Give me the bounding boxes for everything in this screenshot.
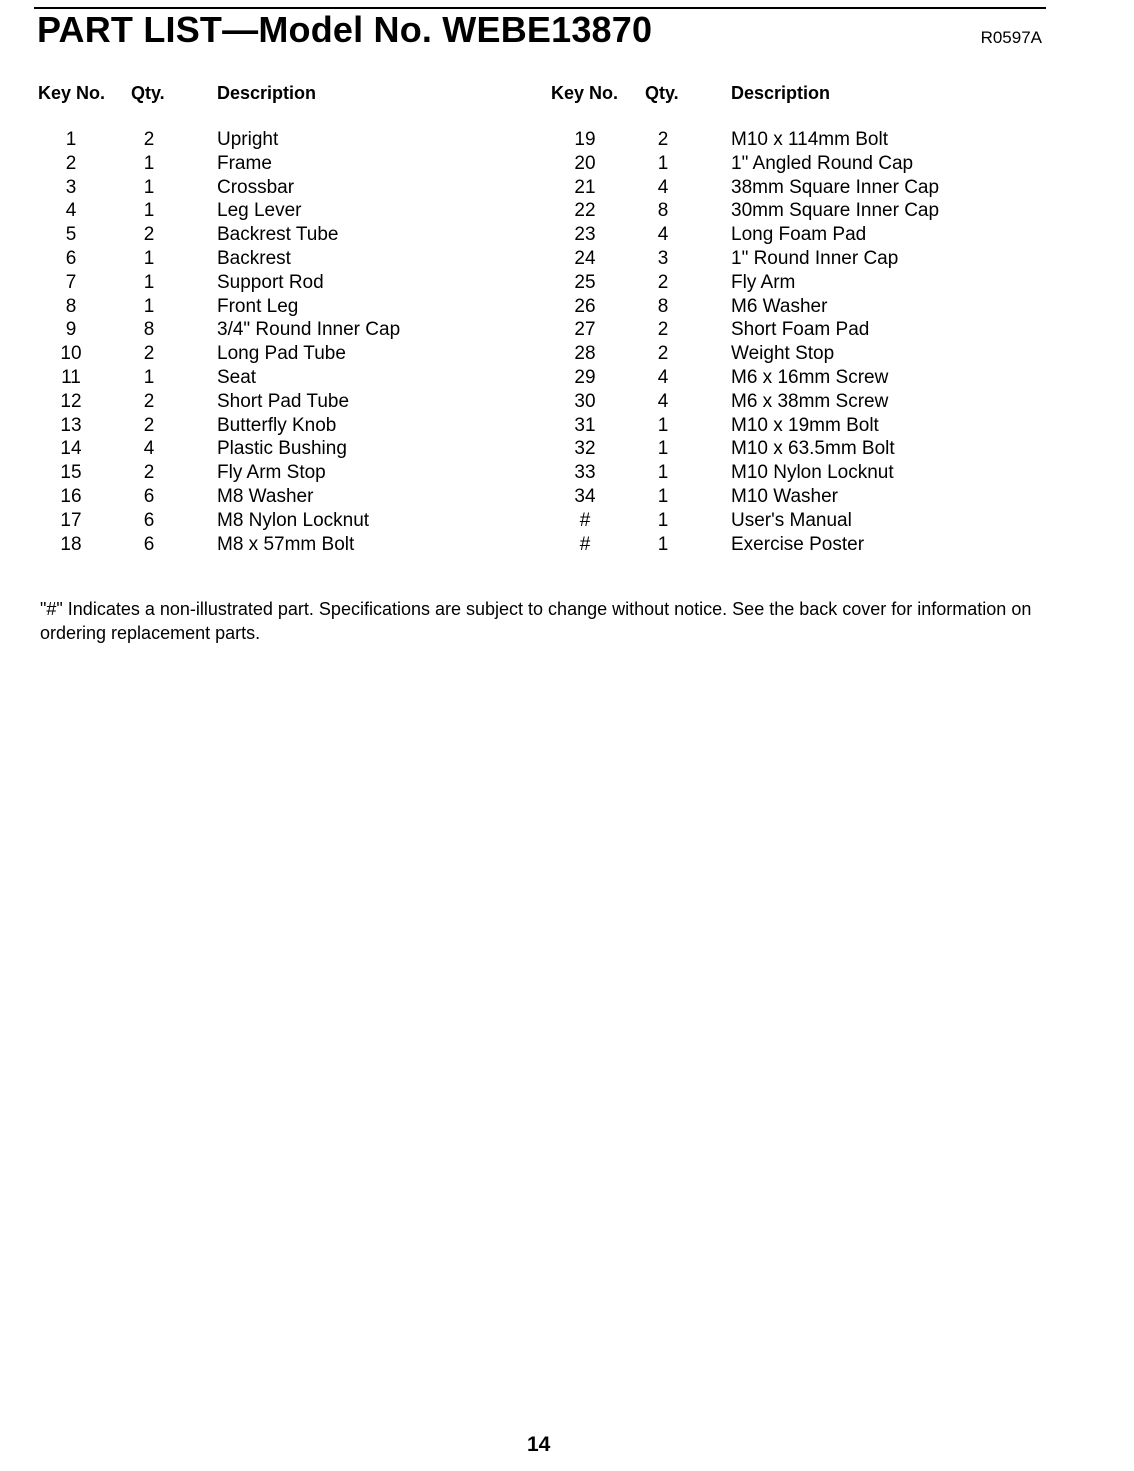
key-no-cell: 3 bbox=[65, 176, 77, 198]
description-cell: Seat bbox=[217, 367, 257, 388]
description-cell: Upright bbox=[217, 129, 279, 150]
key-no-header-right: Key No. bbox=[551, 83, 619, 103]
qty-cell: 1 bbox=[143, 248, 155, 269]
footnote: "#" Indicates a non-illustrated part. Specifications are subject to change without notice. See the back cover for information on ordering replacement parts. bbox=[40, 599, 1032, 643]
qty-cell: 4 bbox=[143, 438, 155, 460]
description-cell: Backrest Tube bbox=[217, 224, 339, 246]
qty-cell: 1 bbox=[143, 200, 155, 222]
description-cell: M6 x 16mm Screw bbox=[731, 367, 889, 388]
key-no-cell: 26 bbox=[574, 295, 596, 317]
description-header-right: Description bbox=[731, 83, 831, 103]
table-row bbox=[0, 366, 1134, 390]
table-row bbox=[0, 176, 1134, 200]
table-row bbox=[0, 223, 1134, 247]
qty-cell: 6 bbox=[143, 486, 155, 507]
description-cell: User's Manual bbox=[731, 509, 852, 531]
qty-cell: 1 bbox=[143, 152, 155, 174]
key-no-cell: 33 bbox=[574, 462, 596, 484]
key-no-cell: 32 bbox=[574, 438, 596, 460]
qty-cell: 2 bbox=[657, 343, 669, 365]
description-cell: M6 Washer bbox=[731, 295, 828, 317]
qty-cell: 1 bbox=[657, 533, 669, 555]
key-no-cell: 16 bbox=[60, 486, 82, 507]
qty-cell: 4 bbox=[657, 224, 669, 246]
description-cell: Short Foam Pad bbox=[731, 319, 870, 341]
qty-cell: 2 bbox=[143, 224, 155, 246]
table-row bbox=[0, 533, 1134, 557]
description-cell: Long Pad Tube bbox=[217, 343, 346, 365]
table-row bbox=[0, 271, 1134, 295]
qty-header-left: Qty. bbox=[131, 83, 165, 103]
table-row bbox=[0, 342, 1134, 366]
table-row bbox=[0, 295, 1134, 319]
key-no-cell: # bbox=[579, 509, 591, 531]
description-cell: Butterfly Knob bbox=[217, 414, 337, 436]
table-row bbox=[0, 485, 1134, 509]
key-no-cell: 23 bbox=[574, 224, 596, 246]
description-cell: Weight Stop bbox=[731, 343, 835, 365]
qty-cell: 8 bbox=[657, 200, 669, 222]
qty-cell: 2 bbox=[657, 129, 669, 150]
key-no-cell: 8 bbox=[65, 295, 77, 317]
description-cell: Front Leg bbox=[217, 295, 299, 317]
qty-cell: 2 bbox=[143, 343, 155, 365]
qty-cell: 8 bbox=[143, 319, 155, 341]
table-row bbox=[0, 437, 1134, 461]
description-cell: M10 x 114mm Bolt bbox=[731, 129, 888, 150]
description-cell: Support Rod bbox=[217, 271, 324, 293]
qty-cell: 4 bbox=[657, 367, 669, 388]
key-no-cell: 4 bbox=[65, 200, 77, 222]
qty-cell: 1 bbox=[657, 152, 669, 174]
qty-header-right: Qty. bbox=[645, 83, 679, 103]
description-cell: M6 x 38mm Screw bbox=[731, 390, 889, 412]
qty-cell: 1 bbox=[143, 176, 155, 198]
key-no-cell: 14 bbox=[60, 438, 82, 460]
description-cell: Frame bbox=[217, 152, 272, 174]
qty-cell: 1 bbox=[657, 414, 669, 436]
key-no-cell: 10 bbox=[60, 343, 82, 365]
key-no-cell: 17 bbox=[60, 509, 82, 531]
key-no-cell: 19 bbox=[574, 129, 596, 150]
key-no-cell: 30 bbox=[574, 390, 596, 412]
key-no-cell: 28 bbox=[574, 343, 596, 365]
key-no-cell: 1 bbox=[65, 129, 77, 150]
key-no-cell: # bbox=[579, 533, 591, 555]
key-no-cell: 22 bbox=[574, 200, 596, 222]
description-cell: M8 Washer bbox=[217, 486, 314, 507]
description-cell: Fly Arm bbox=[731, 271, 796, 293]
description-cell: 38mm Square Inner Cap bbox=[731, 176, 940, 198]
description-cell: Long Foam Pad bbox=[731, 224, 867, 246]
key-no-cell: 20 bbox=[574, 152, 596, 174]
page-title: PART LIST—Model No. WEBE13870 bbox=[37, 9, 653, 50]
qty-cell: 1 bbox=[657, 438, 669, 460]
description-cell: 3/4" Round Inner Cap bbox=[217, 319, 401, 341]
key-no-cell: 9 bbox=[65, 319, 77, 341]
description-cell: Exercise Poster bbox=[731, 533, 865, 555]
description-cell: M8 Nylon Locknut bbox=[217, 509, 370, 531]
key-no-cell: 18 bbox=[60, 533, 82, 555]
table-row bbox=[0, 199, 1134, 223]
description-cell: Fly Arm Stop bbox=[217, 462, 326, 484]
table-row bbox=[0, 509, 1134, 533]
key-no-cell: 21 bbox=[574, 176, 596, 198]
qty-cell: 6 bbox=[143, 533, 155, 555]
qty-cell: 1 bbox=[143, 295, 155, 317]
qty-cell: 4 bbox=[657, 176, 669, 198]
qty-cell: 6 bbox=[143, 509, 155, 531]
description-cell: 30mm Square Inner Cap bbox=[731, 200, 940, 222]
page-number: 14 bbox=[527, 1433, 551, 1456]
qty-cell: 1 bbox=[143, 367, 155, 388]
key-no-cell: 12 bbox=[60, 390, 82, 412]
qty-cell: 4 bbox=[657, 390, 669, 412]
description-cell: Crossbar bbox=[217, 176, 295, 198]
qty-cell: 1 bbox=[657, 486, 669, 507]
qty-cell: 2 bbox=[143, 414, 155, 436]
key-no-header-left: Key No. bbox=[38, 83, 106, 103]
document-code: R0597A bbox=[980, 28, 1042, 47]
qty-cell: 2 bbox=[657, 319, 669, 341]
key-no-cell: 11 bbox=[61, 367, 81, 388]
description-cell: Leg Lever bbox=[217, 200, 302, 222]
description-cell: M10 Washer bbox=[731, 486, 838, 507]
key-no-cell: 5 bbox=[65, 224, 77, 246]
key-no-cell: 15 bbox=[60, 462, 82, 484]
qty-cell: 1 bbox=[657, 509, 669, 531]
description-cell: M8 x 57mm Bolt bbox=[217, 533, 355, 555]
key-no-cell: 27 bbox=[574, 319, 596, 341]
description-cell: 1" Angled Round Cap bbox=[731, 152, 914, 174]
description-header-left: Description bbox=[217, 83, 317, 103]
table-row bbox=[0, 152, 1134, 176]
key-no-cell: 7 bbox=[65, 271, 77, 293]
description-cell: M10 x 19mm Bolt bbox=[731, 414, 879, 436]
qty-cell: 1 bbox=[657, 462, 669, 484]
key-no-cell: 31 bbox=[574, 414, 596, 436]
qty-cell: 1 bbox=[143, 271, 155, 293]
table-row bbox=[0, 390, 1134, 414]
qty-cell: 8 bbox=[657, 295, 669, 317]
qty-cell: 2 bbox=[143, 462, 155, 484]
qty-cell: 2 bbox=[143, 390, 155, 412]
table-row bbox=[0, 128, 1134, 152]
key-no-cell: 29 bbox=[574, 367, 596, 388]
qty-cell: 2 bbox=[657, 271, 669, 293]
qty-cell: 3 bbox=[657, 248, 669, 269]
description-cell: M10 Nylon Locknut bbox=[731, 462, 894, 484]
table-row bbox=[0, 318, 1134, 342]
key-no-cell: 2 bbox=[65, 152, 77, 174]
description-cell: 1" Round Inner Cap bbox=[731, 248, 899, 269]
key-no-cell: 13 bbox=[60, 414, 82, 436]
description-cell: Short Pad Tube bbox=[217, 390, 350, 412]
table-row bbox=[0, 414, 1134, 438]
key-no-cell: 6 bbox=[65, 248, 77, 269]
description-cell: M10 x 63.5mm Bolt bbox=[731, 438, 895, 460]
description-cell: Backrest bbox=[217, 248, 291, 269]
qty-cell: 2 bbox=[143, 129, 155, 150]
key-no-cell: 34 bbox=[574, 486, 596, 507]
table-row bbox=[0, 461, 1134, 485]
description-cell: Plastic Bushing bbox=[217, 438, 347, 460]
table-row bbox=[0, 247, 1134, 271]
key-no-cell: 25 bbox=[574, 271, 596, 293]
key-no-cell: 24 bbox=[574, 248, 596, 269]
